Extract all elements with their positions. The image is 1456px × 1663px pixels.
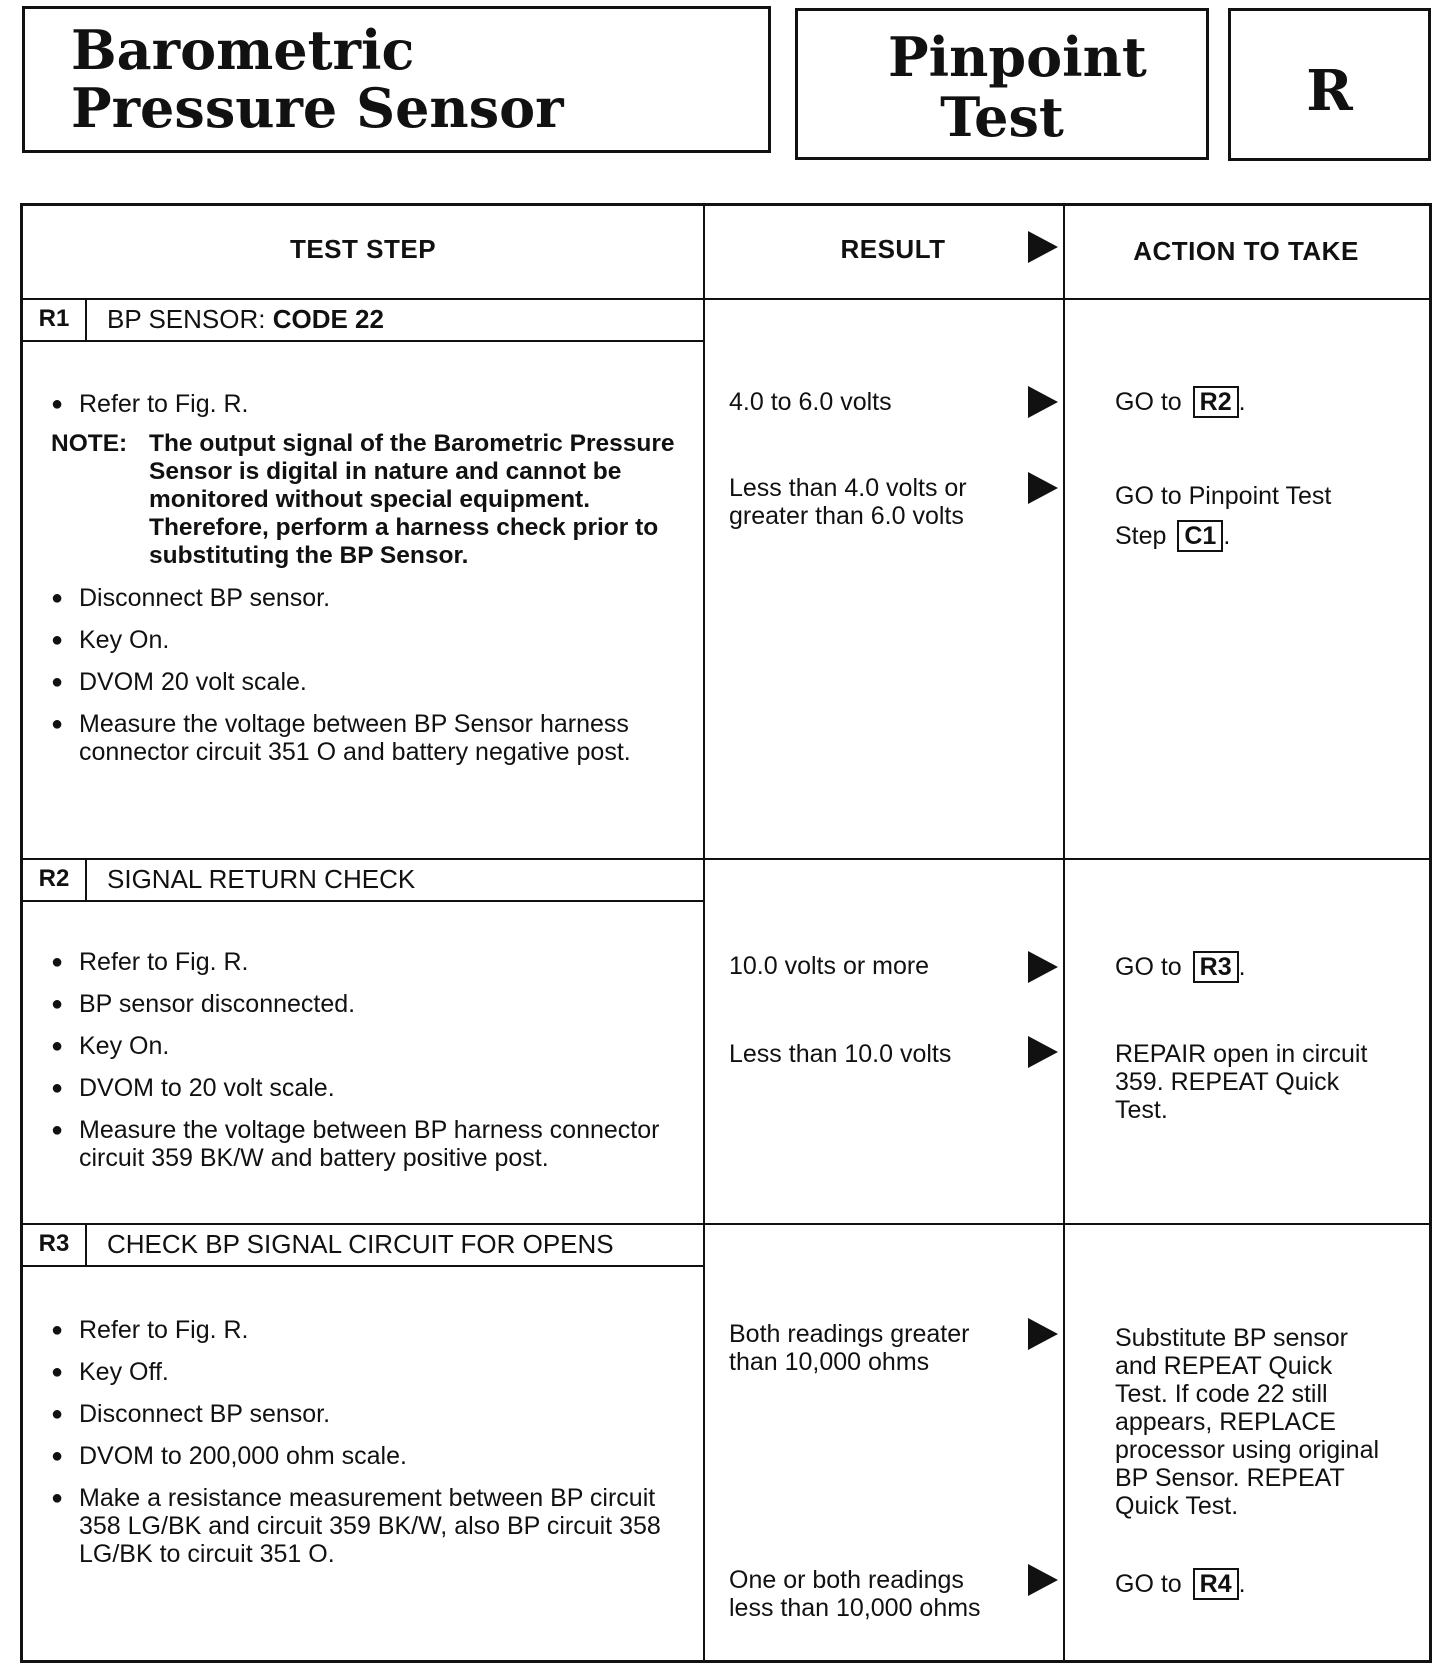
page-title: Barometric Pressure Sensor (71, 18, 564, 140)
list-item: ● Refer to Fig. R. (51, 1316, 691, 1344)
step-instructions-r3 (51, 1316, 691, 1582)
arrow-icon (1028, 231, 1058, 263)
arrow-icon (1028, 1318, 1058, 1350)
step-header-r1 (23, 298, 703, 342)
arrow-icon (1028, 1564, 1058, 1596)
step-header-r2 (23, 858, 703, 902)
note (51, 430, 691, 570)
column-divider (1063, 206, 1065, 1660)
list-item: ● Refer to Fig. R. (51, 390, 691, 418)
column-divider (703, 206, 705, 1660)
step-id: R3 (23, 1223, 87, 1265)
action-text: GO to Pinpoint Test Step C1 . (1115, 482, 1332, 550)
col-result: RESULT (840, 234, 946, 264)
list-item: ● Key Off. (51, 1358, 691, 1386)
step-title: SIGNAL RETURN CHECK (107, 864, 416, 894)
col-action: ACTION TO TAKE (1133, 236, 1359, 266)
step-id: R1 (23, 298, 87, 340)
action-text: GO to R4 . (1115, 1570, 1246, 1598)
list-item: ● Key On. (51, 626, 691, 654)
list-item: ● Measure the voltage between BP harness connector circuit 359 BK/W and battery positive post. (51, 1116, 691, 1172)
step-ref-c1[interactable]: C1 (1177, 520, 1223, 552)
pinpoint-table (20, 203, 1432, 1663)
list-item: ● Make a resistance measurement between BP circuit 358 LG/BK and circuit 359 BK/W, also BP circuit 358 LG/BK to circuit 351 O. (51, 1484, 691, 1568)
list-item: ● Measure the voltage between BP Sensor harness connector circuit 351 O and battery negative post. (51, 710, 639, 766)
action-text: GO to R3 . (1115, 953, 1246, 981)
test-code: R (1306, 58, 1353, 124)
result-text: 4.0 to 6.0 volts (729, 388, 892, 416)
step-title: BP SENSOR: CODE 22 (107, 304, 384, 334)
col-test-step: TEST STEP (289, 234, 437, 264)
result-text: Less than 4.0 volts or greater than 6.0 volts (729, 474, 967, 530)
step-title-code: CODE 22 (272, 304, 384, 334)
step-ref-r3[interactable]: R3 (1193, 951, 1239, 983)
step-header-r3 (23, 1223, 703, 1267)
note-text: The output signal of the Barometric Pressure Sensor is digital in nature and cannot be monitored without special equipment. Therefore, perform a harness check prior to substituting the BP Sensor. (149, 430, 675, 569)
step-instructions-r2 (51, 948, 691, 1186)
list-item: ● BP sensor disconnected. (51, 990, 691, 1018)
arrow-icon (1028, 386, 1058, 418)
arrow-icon (1028, 951, 1058, 983)
result-text: One or both readings less than 10,000 ohms (729, 1566, 981, 1622)
page-subtitle: Pinpoint Test (888, 25, 1147, 149)
list-item: ● DVOM 20 volt scale. (51, 668, 691, 696)
result-text: Both readings greater than 10,000 ohms (729, 1320, 970, 1376)
list-item: ● Key On. (51, 1032, 691, 1060)
note-label: NOTE: (51, 430, 128, 457)
step-ref-r2[interactable]: R2 (1193, 386, 1239, 418)
list-item: ● DVOM to 20 volt scale. (51, 1074, 691, 1102)
step-title: CHECK BP SIGNAL CIRCUIT FOR OPENS (107, 1229, 614, 1259)
step-ref-r4[interactable]: R4 (1193, 1568, 1239, 1600)
list-item: ● Disconnect BP sensor. (51, 1400, 691, 1428)
action-text: GO to R2 . (1115, 388, 1246, 416)
result-text: 10.0 volts or more (729, 952, 930, 980)
arrow-icon (1028, 1036, 1058, 1068)
step-id: R2 (23, 858, 87, 900)
result-text: Less than 10.0 volts (729, 1040, 952, 1068)
list-item: ● DVOM to 200,000 ohm scale. (51, 1442, 691, 1470)
list-item: ● Refer to Fig. R. (51, 948, 691, 976)
step-instructions-r1 (51, 390, 691, 780)
code-box (1228, 8, 1431, 161)
list-item: ● Disconnect BP sensor. (51, 584, 691, 612)
subtitle-box (795, 8, 1209, 160)
action-text: Substitute BP sensor and REPEAT Quick Test. If code 22 still appears, REPLACE processor using original BP Sensor. REPEAT Quick Test. (1115, 1324, 1380, 1520)
title-box (22, 6, 771, 153)
arrow-icon (1028, 472, 1058, 504)
action-text: REPAIR open in circuit 359. REPEAT Quick Test. (1115, 1040, 1368, 1124)
